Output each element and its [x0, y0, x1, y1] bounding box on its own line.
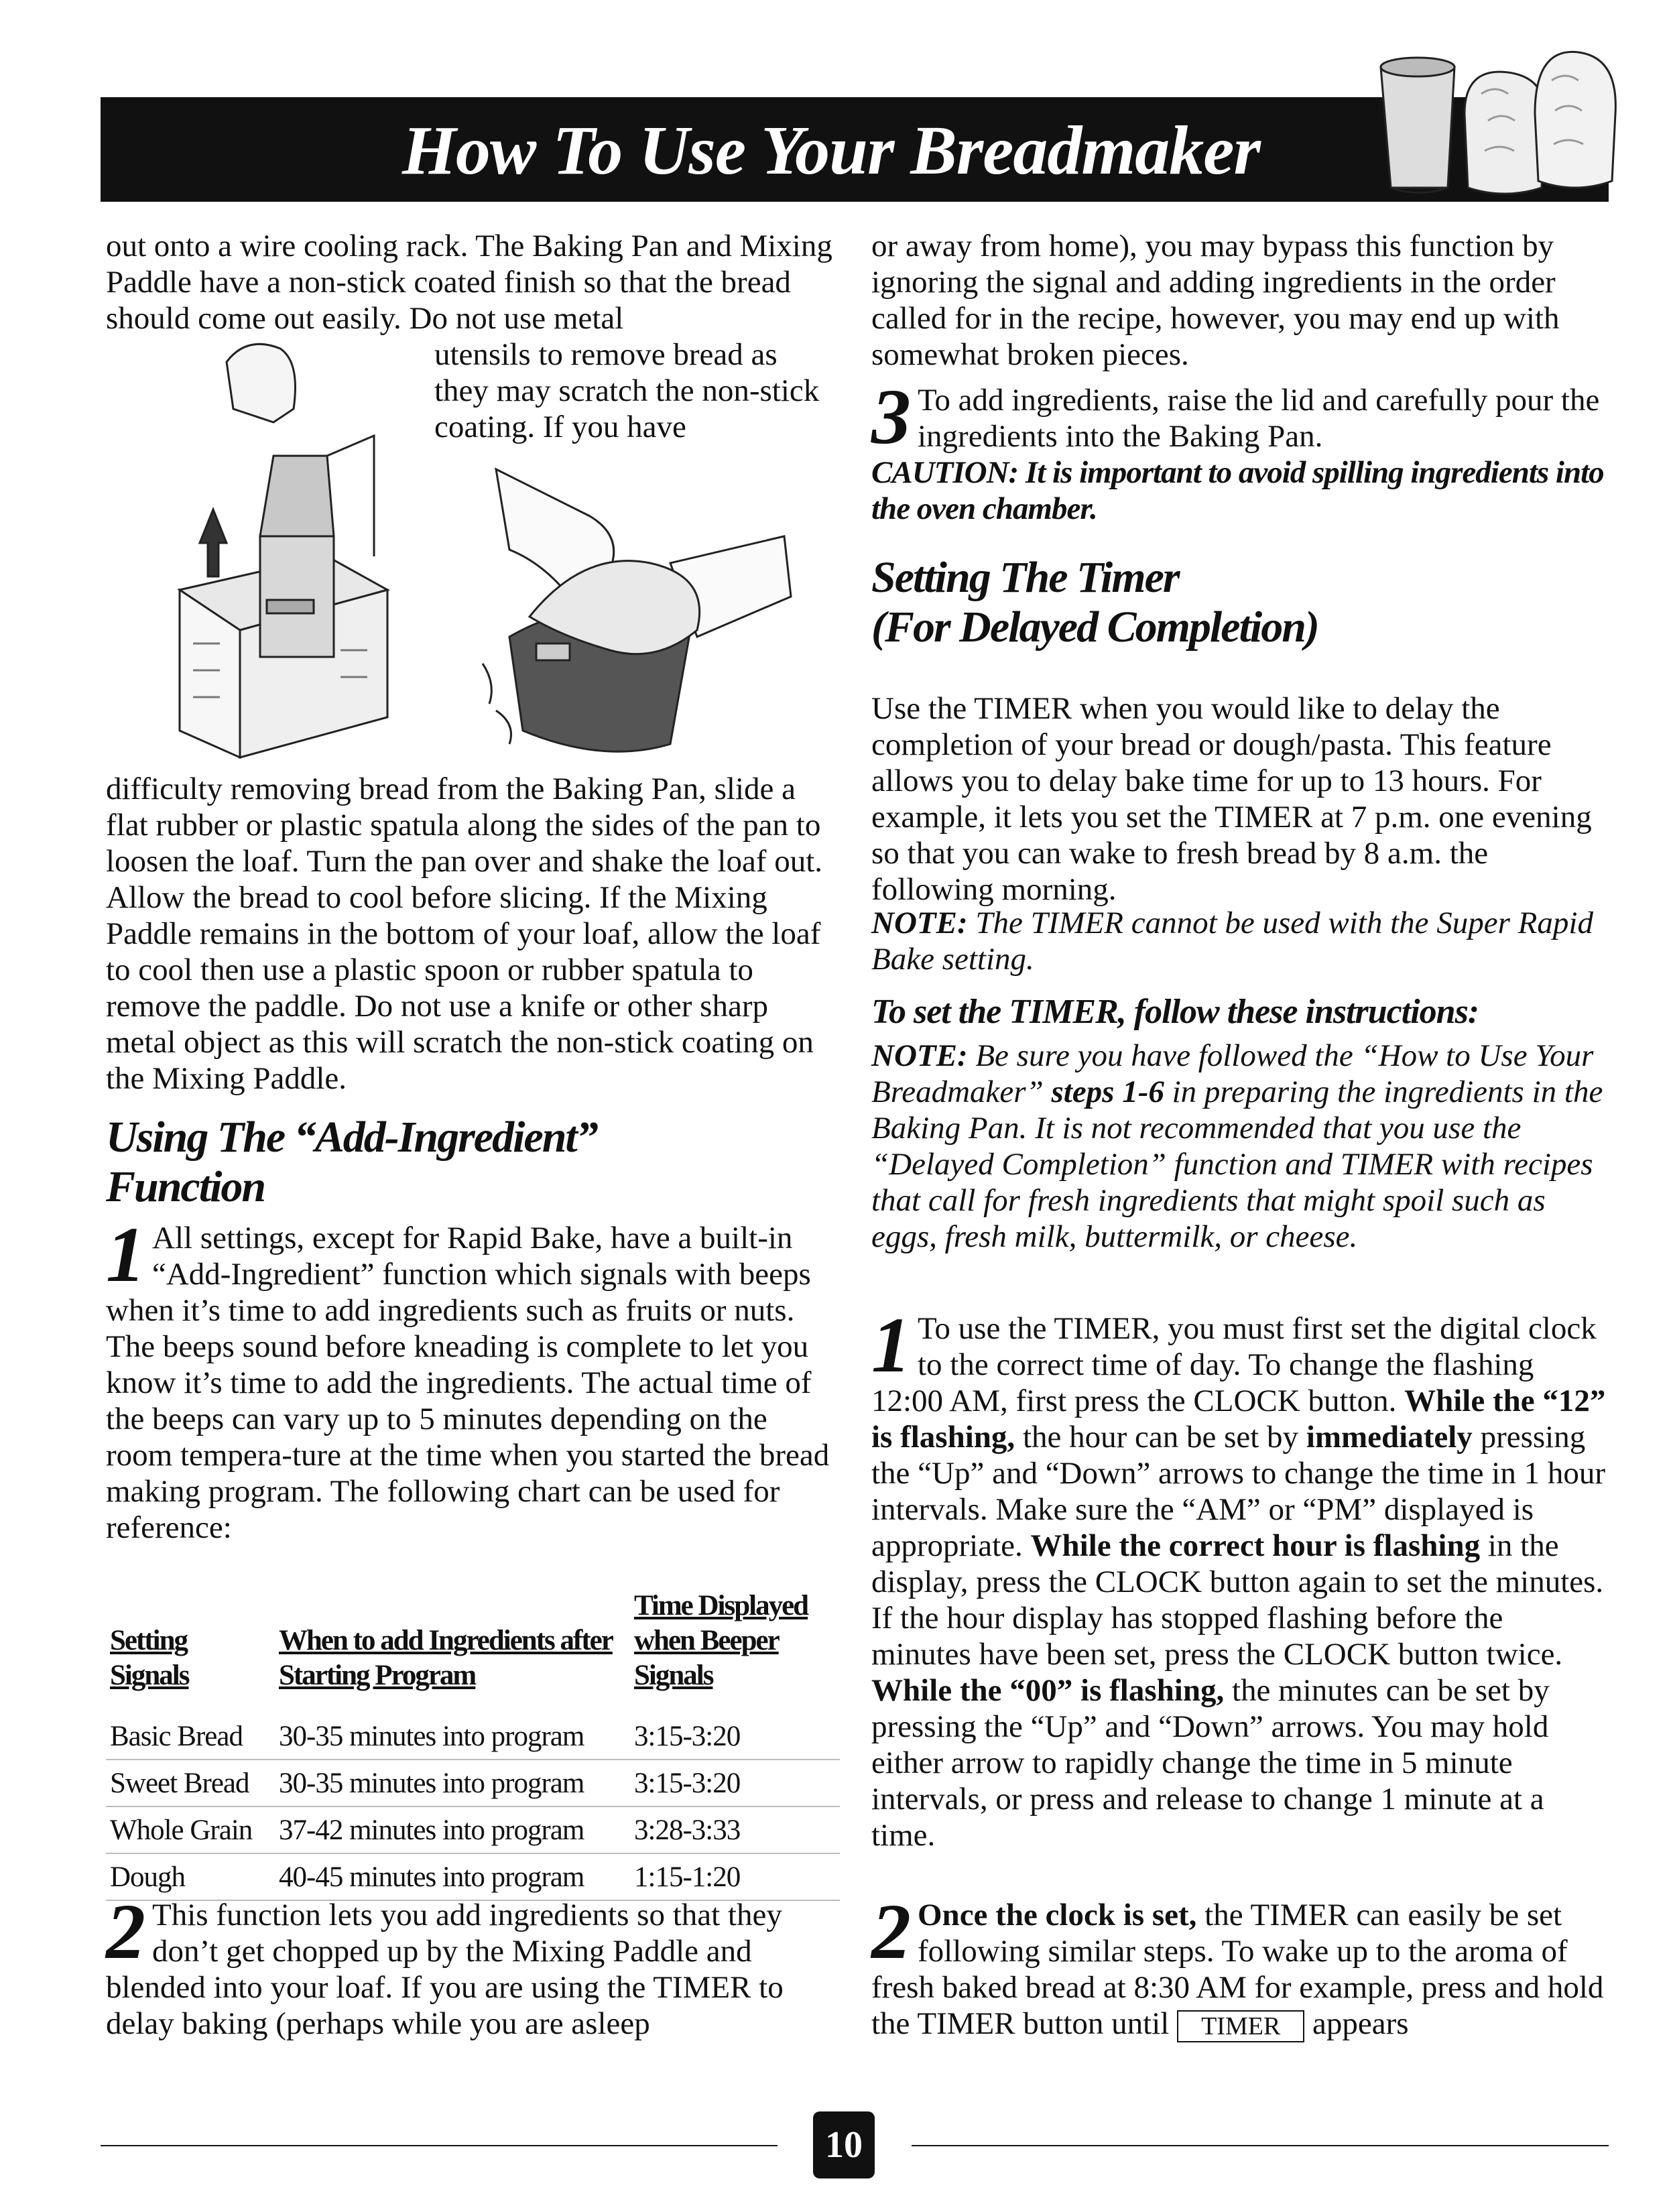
- footer-rule-left: [101, 2145, 778, 2146]
- column-header: Setting Signals: [110, 1625, 189, 1691]
- intro-text-2: utensils to remove bread as they may scratch the non-stick coating. If you have: [434, 337, 820, 444]
- step-text: Once the clock is set, the TIMER can easily be set following similar steps. To wake up to the aroma of fresh baked bread at 8:30 AM for example, press and hold the TIMER button until TIMER appears: [871, 1897, 1609, 2042]
- timer-note: NOTE: The TIMER cannot be used with the Super Rapid Bake setting.: [871, 906, 1593, 977]
- page-number: 10: [813, 2111, 875, 2178]
- add-ingredient-chart: [106, 1589, 840, 1901]
- footer-rule-right: [912, 2145, 1609, 2146]
- bypass-text: or away from home), you may bypass this function by ignoring the signal and adding ingredients in the order called for in the recipe, however, you may end up with somewhat broken pieces.: [871, 229, 1560, 372]
- timer-heading: Setting The Timer (For Delayed Completion): [871, 553, 1318, 652]
- table-row: [106, 1806, 840, 1853]
- step-number: 1: [106, 1211, 144, 1298]
- table-row: [106, 1713, 840, 1760]
- setting-cell: Dough: [106, 1853, 275, 1900]
- caution-text: CAUTION: It is important to avoid spilling ingredients into the oven chamber.: [871, 455, 1604, 526]
- hands-removing-loaf-illustration: [469, 463, 798, 771]
- time-cell: 3:28-3:33: [630, 1806, 840, 1853]
- timer-preparation-note: NOTE: Be sure you have followed the “How to Use Your Breadmaker” steps 1-6 in preparing the ingredients in the Baking Pan. It is not recommended that you use the “Delayed Completion” function and TIMER with recipes that call for fresh ingredients that might spoil such as eggs, fresh milk, buttermilk, or cheese.: [871, 1038, 1603, 1254]
- when-cell: 37-42 minutes into program: [275, 1806, 630, 1853]
- step-text: This function lets you add ingredients so that they don’t get chopped up by the Mixing Paddle and blended into your loaf. If you are using the TIMER to delay baking (perhaps while you are asleep: [106, 1898, 784, 2041]
- add-ingredient-section: [106, 1113, 840, 1212]
- add-ingredient-step-1: [106, 1211, 840, 1546]
- step-number: 3: [871, 373, 910, 460]
- when-cell: 30-35 minutes into program: [275, 1760, 630, 1806]
- timer-intro-text: Use the TIMER when you would like to delay the completion of your bread or dough/pasta. This feature allows you to delay bake time for up to 13 hours. For example, it lets you set the TIMER at 7 p.m. one evening so that you can wake to fresh bread by 8 a.m. the following morning.: [871, 691, 1592, 907]
- step-number: 2: [871, 1888, 910, 1975]
- timer-section: [871, 553, 1609, 652]
- timer-step-2: [871, 1888, 1609, 2042]
- column-header: Time Displayed when Beeper Signals: [634, 1590, 808, 1691]
- table-row: [106, 1853, 840, 1900]
- setting-cell: Whole Grain: [106, 1806, 275, 1853]
- step-number: 2: [106, 1888, 144, 1975]
- setting-cell: Basic Bread: [106, 1713, 275, 1760]
- add-ingredient-heading: Using The “Add-Ingredient” Function: [106, 1113, 597, 1211]
- time-cell: 3:15-3:20: [630, 1760, 840, 1806]
- timer-step-1: [871, 1301, 1609, 1853]
- step-number: 1: [871, 1301, 910, 1389]
- step-text: All settings, except for Rapid Bake, have a built-in “Add-Ingredient” function which signals with beeps when it’s time to add ingredients such as fruits or nuts. The beeps sound before kneading is complete to let you know it’s time to add the ingredients. The actual time of the beeps can vary up to 5 minutes depending on the room tempera-ture at the time when you started the bread making program. The following chart can be used for reference:: [106, 1221, 830, 1545]
- when-cell: 40-45 minutes into program: [275, 1853, 630, 1900]
- table-row: [106, 1760, 840, 1806]
- column-header: When to add Ingredients after Starting Program: [279, 1625, 613, 1691]
- removal-instructions: difficulty removing bread from the Baking Pan, slide a flat rubber or plastic spatula along the sides of the pan to loosen the loaf. Turn the pan over and shake the loaf out. Allow the bread to cool before slicing. If the Mixing Paddle remains in the bottom of your loaf, allow the loaf to cool then use a plastic spoon or rubber spatula to remove the paddle. Do not use a knife or other sharp metal object as this will scratch the non-stick coating on the Mixing Paddle.: [106, 772, 823, 1096]
- add-ingredient-step-2: [106, 1888, 840, 2042]
- breadmaker-lifting-pan-illustration: [173, 335, 401, 764]
- table-header-row: [106, 1589, 840, 1713]
- timer-display-box: TIMER: [1177, 2010, 1304, 2042]
- setting-cell: Sweet Bread: [106, 1760, 275, 1806]
- intro-text-1: out onto a wire cooling rack. The Baking Pan and Mixing Paddle have a non-stick coated finish so that the bread should come out easily. Do not use metal: [106, 229, 832, 336]
- add-ingredient-step-3: [871, 373, 1609, 527]
- timer-instructions-heading: To set the TIMER, follow these instructions:: [871, 993, 1479, 1031]
- page-title: How To Use Your Breadmaker: [402, 112, 1260, 189]
- bread-pan-and-loaves-illustration: [1354, 20, 1622, 214]
- time-cell: 3:15-3:20: [630, 1713, 840, 1760]
- time-cell: 1:15-1:20: [630, 1853, 840, 1900]
- step-text: To add ingredients, raise the lid and carefully pour the ingredients into the Baking Pan.: [918, 383, 1600, 454]
- when-cell: 30-35 minutes into program: [275, 1713, 630, 1760]
- step-text: To use the TIMER, you must first set the digital clock to the correct time of day. To change the flashing 12:00 AM, first press the CLOCK button. While the “12” is flashing, the hour can be set by immediately pressing the “Up” and “Down” arrows to change the time in 1 hour intervals. Make sure the “AM” or “PM” displayed is appropriate. While the correct hour is flashing in the display, press the CLOCK button again to set the minutes. If the hour display has stopped flashing before the minutes have been set, press the CLOCK button twice. While the “00” is flashing, the minutes can be set by pressing the “Up” and “Down” arrows. You may hold either arrow to rapidly change the time in 5 minute intervals, or press and release to change 1 minute at a time.: [871, 1311, 1606, 1853]
